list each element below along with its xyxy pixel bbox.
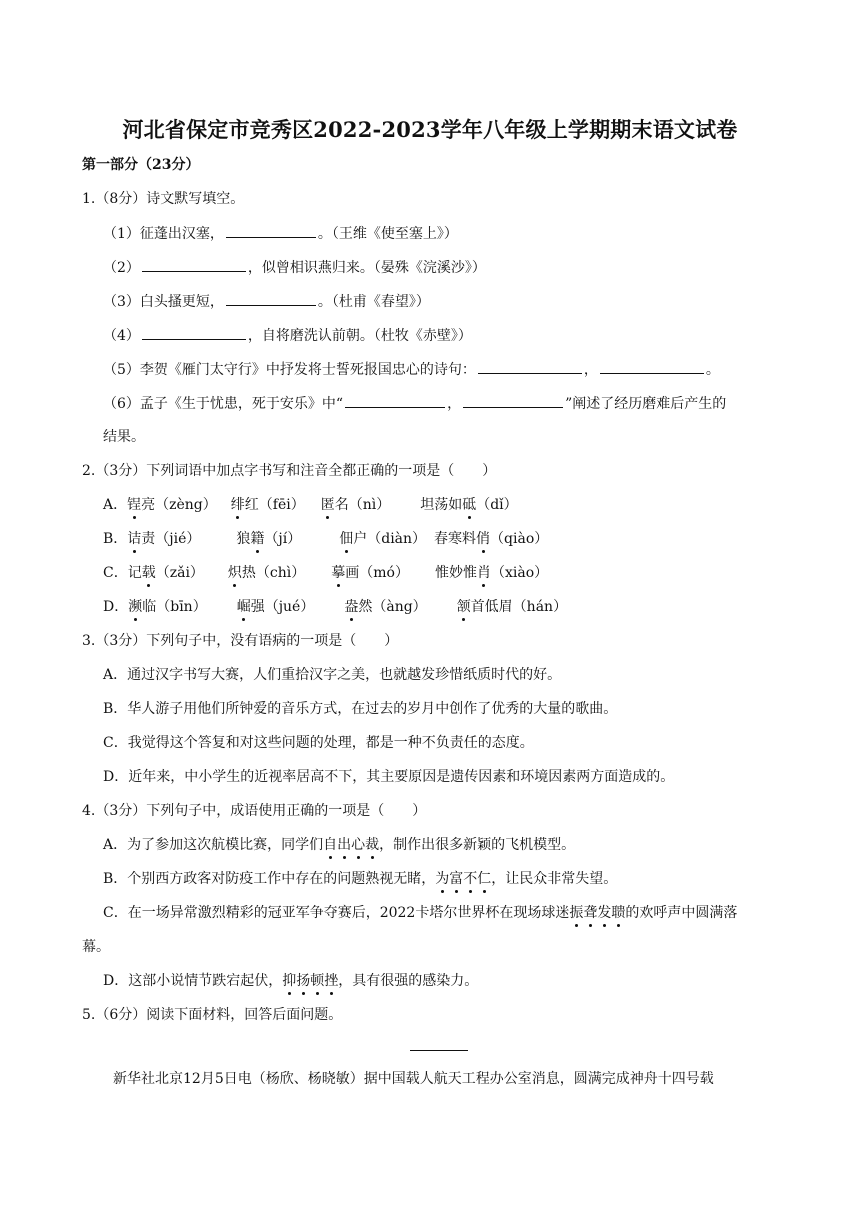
answer-blank[interactable] xyxy=(600,359,704,374)
sentence-tail: 的欢呼声中圆满落 xyxy=(625,905,738,921)
q3-option-d: D．近年来，中小学生的近视率居高不下，其主要原因是遗传因素和环境因素两方面造成的。 xyxy=(103,769,675,785)
word-tail: 热（chì） xyxy=(241,565,306,581)
q5-heading: 5.（6分）阅读下面材料，回答后面问题。 xyxy=(82,1007,343,1023)
q3-heading: 3.（3分）下列句子中，没有语病的一项是（ ） xyxy=(82,633,399,649)
q1-item-2 xyxy=(103,257,486,278)
q1-6-tail: ”阐述了经历磨难后产生的 xyxy=(565,396,727,412)
word-tail: （jí） xyxy=(264,531,302,547)
option-letter: A． xyxy=(103,497,128,513)
answer-blank[interactable] xyxy=(226,223,316,238)
answer-blank[interactable] xyxy=(142,257,246,272)
word-head: 惟妙惟 xyxy=(434,565,477,581)
q1-6-text: （6）孟子《生于忧患，死于安乐》中“ xyxy=(103,396,344,412)
q4-option-d xyxy=(103,971,478,991)
q1-5-end: 。 xyxy=(705,362,720,378)
answer-blank[interactable] xyxy=(463,393,563,408)
sentence-head: A．为了参加这次航模比赛，同学们 xyxy=(103,837,324,853)
q3-option-a: A．通过汉字书写大赛，人们重拾汉字之美，也就越发珍惜纸质时代的好。 xyxy=(103,667,562,683)
q1-heading: 1.（8分）诗文默写填空。 xyxy=(82,191,245,207)
q3-option-c: C．我觉得这个答复和对这些问题的处理，都是一种不负责任的态度。 xyxy=(103,735,534,751)
q1-2-num: （2） xyxy=(103,260,140,276)
q1-item-1 xyxy=(103,223,458,244)
sentence-tail: ，制作出很多新颖的飞机模型。 xyxy=(379,837,576,853)
dotted-char: 富 xyxy=(449,871,464,887)
word-tail: 名（nì） xyxy=(334,497,391,513)
dotted-idiom xyxy=(282,973,338,989)
dotted-idiom xyxy=(323,837,379,853)
dotted-char: 抑 xyxy=(282,973,297,989)
answer-blank[interactable] xyxy=(478,359,582,374)
word-tail: （zǎi） xyxy=(155,565,204,581)
section-heading: 第一部分（23分） xyxy=(82,157,200,173)
dotted-char: 裁 xyxy=(365,837,380,853)
q1-5-text: （5）李贺《雁门太守行》中抒发将士誓死报国忠心的诗句： xyxy=(103,362,476,378)
q4-option-c xyxy=(103,903,737,923)
dotted-idiom xyxy=(569,905,625,921)
q5-paragraph: 新华社北京12月5日电（杨欣、杨晓敏）据中国载人航天工程办公室消息，圆满完成神舟十四号载 xyxy=(113,1071,714,1087)
dotted-char: 心 xyxy=(351,837,366,853)
q4-heading: 4.（3分）下列句子中，成语使用正确的一项是（ ） xyxy=(82,803,427,819)
word-tail: 画（mó） xyxy=(345,565,409,581)
dotted-char: 盎 xyxy=(344,599,359,615)
q4-option-b xyxy=(103,869,617,889)
word-tail: 临（bīn） xyxy=(142,599,207,615)
word-head: 狼 xyxy=(236,531,251,547)
dotted-char: 绯 xyxy=(230,497,245,513)
q1-1-text: （1）征蓬出汉塞， xyxy=(103,226,224,242)
dotted-char: 不 xyxy=(463,871,478,887)
dotted-char: 自 xyxy=(323,837,338,853)
q1-1-source: 。（王维《使至塞上》） xyxy=(317,226,458,242)
dotted-char: 顿 xyxy=(310,973,325,989)
q1-item-6 xyxy=(103,393,726,414)
word-tail: 强（jué） xyxy=(250,599,315,615)
dotted-char: 振 xyxy=(569,905,584,921)
q1-item-6-cont: 结果。 xyxy=(103,429,145,445)
word-head: 春寒料 xyxy=(434,531,477,547)
q2-option-c xyxy=(103,563,548,583)
word-head: 坦荡如 xyxy=(420,497,463,513)
q3-option-b: B．华人游子用他们所钟爱的音乐方式，在过去的岁月中创作了优秀的大量的歌曲。 xyxy=(103,701,618,717)
dotted-char: 颔 xyxy=(456,599,471,615)
dotted-char: 仁 xyxy=(477,871,492,887)
dotted-char: 摹 xyxy=(331,565,346,581)
word-tail: 亮（zèng） xyxy=(141,497,217,513)
title-blank-rule xyxy=(410,1050,468,1051)
option-letter: C．记 xyxy=(103,565,142,581)
option-letter: B． xyxy=(103,531,128,547)
dotted-char: 载 xyxy=(141,565,156,581)
word-tail: 责（jié） xyxy=(141,531,201,547)
dotted-char: 砥 xyxy=(462,497,477,513)
q1-3-source: 。（杜甫《春望》） xyxy=(317,294,430,310)
q1-2-text: ，似曾相识燕归来。（晏殊《浣溪沙》） xyxy=(247,260,486,276)
q2-option-b xyxy=(103,529,548,549)
sentence-tail: ，让民众非常失望。 xyxy=(491,871,618,887)
dotted-char: 聩 xyxy=(611,905,626,921)
sentence-head: C．在一场异常激烈精彩的冠亚军争夺赛后，2022卡塔尔世界杯在现场球迷 xyxy=(103,905,570,921)
word-tail: （qiào） xyxy=(490,531,549,547)
q4-option-a xyxy=(103,835,575,855)
word-tail: 然（àng） xyxy=(358,599,427,615)
sentence-head: D．这部小说情节跌宕起伏， xyxy=(103,973,283,989)
dotted-char: 崛 xyxy=(236,599,251,615)
page-title: 河北省保定市竞秀区2022-2023学年八年级上学期期末语文试卷 xyxy=(122,117,738,142)
word-tail: 首低眉（hán） xyxy=(470,599,568,615)
dotted-char: 炽 xyxy=(227,565,242,581)
option-letter: D． xyxy=(103,599,129,615)
q2-option-a xyxy=(103,495,518,515)
q4-option-c-cont: 幕。 xyxy=(82,939,110,955)
q1-6-comma: ， xyxy=(447,396,462,412)
dotted-idiom xyxy=(435,871,491,887)
q1-item-3 xyxy=(103,291,430,312)
sentence-head: B．个别西方政客对防疫工作中存在的问题熟视无睹， xyxy=(103,871,436,887)
dotted-char: 发 xyxy=(597,905,612,921)
q1-item-4 xyxy=(103,325,472,346)
word-tail: 红（fēi） xyxy=(244,497,305,513)
word-tail: （xiào） xyxy=(490,565,549,581)
dotted-char: 为 xyxy=(435,871,450,887)
dotted-char: 佃 xyxy=(339,531,354,547)
dotted-char: 匿 xyxy=(320,497,335,513)
answer-blank[interactable] xyxy=(345,393,445,408)
dotted-char: 濒 xyxy=(128,599,143,615)
dotted-char: 聋 xyxy=(583,905,598,921)
q1-3-text: （3）白头搔更短， xyxy=(103,294,224,310)
q1-item-5 xyxy=(103,359,720,380)
dotted-char: 俏 xyxy=(476,531,491,547)
q1-4-text: ，自将磨洗认前朝。（杜牧《赤壁》） xyxy=(247,328,472,344)
dotted-char: 挫 xyxy=(324,973,339,989)
answer-blank[interactable] xyxy=(226,291,316,306)
dotted-char: 锃 xyxy=(127,497,142,513)
dotted-char: 扬 xyxy=(296,973,311,989)
q1-4-num: （4） xyxy=(103,328,140,344)
dotted-char: 籍 xyxy=(250,531,265,547)
dotted-char: 肖 xyxy=(476,565,491,581)
dotted-char: 出 xyxy=(337,837,352,853)
word-tail: （dǐ） xyxy=(476,497,518,513)
q2-heading: 2.（3分）下列词语中加点字书写和注音全都正确的一项是（ ） xyxy=(82,463,497,479)
q1-5-comma: ， xyxy=(583,362,598,378)
sentence-tail: ，具有很强的感染力。 xyxy=(338,973,479,989)
word-tail: 户（diàn） xyxy=(353,531,427,547)
dotted-char: 诘 xyxy=(127,531,142,547)
answer-blank[interactable] xyxy=(142,325,246,340)
q2-option-d xyxy=(103,597,567,617)
